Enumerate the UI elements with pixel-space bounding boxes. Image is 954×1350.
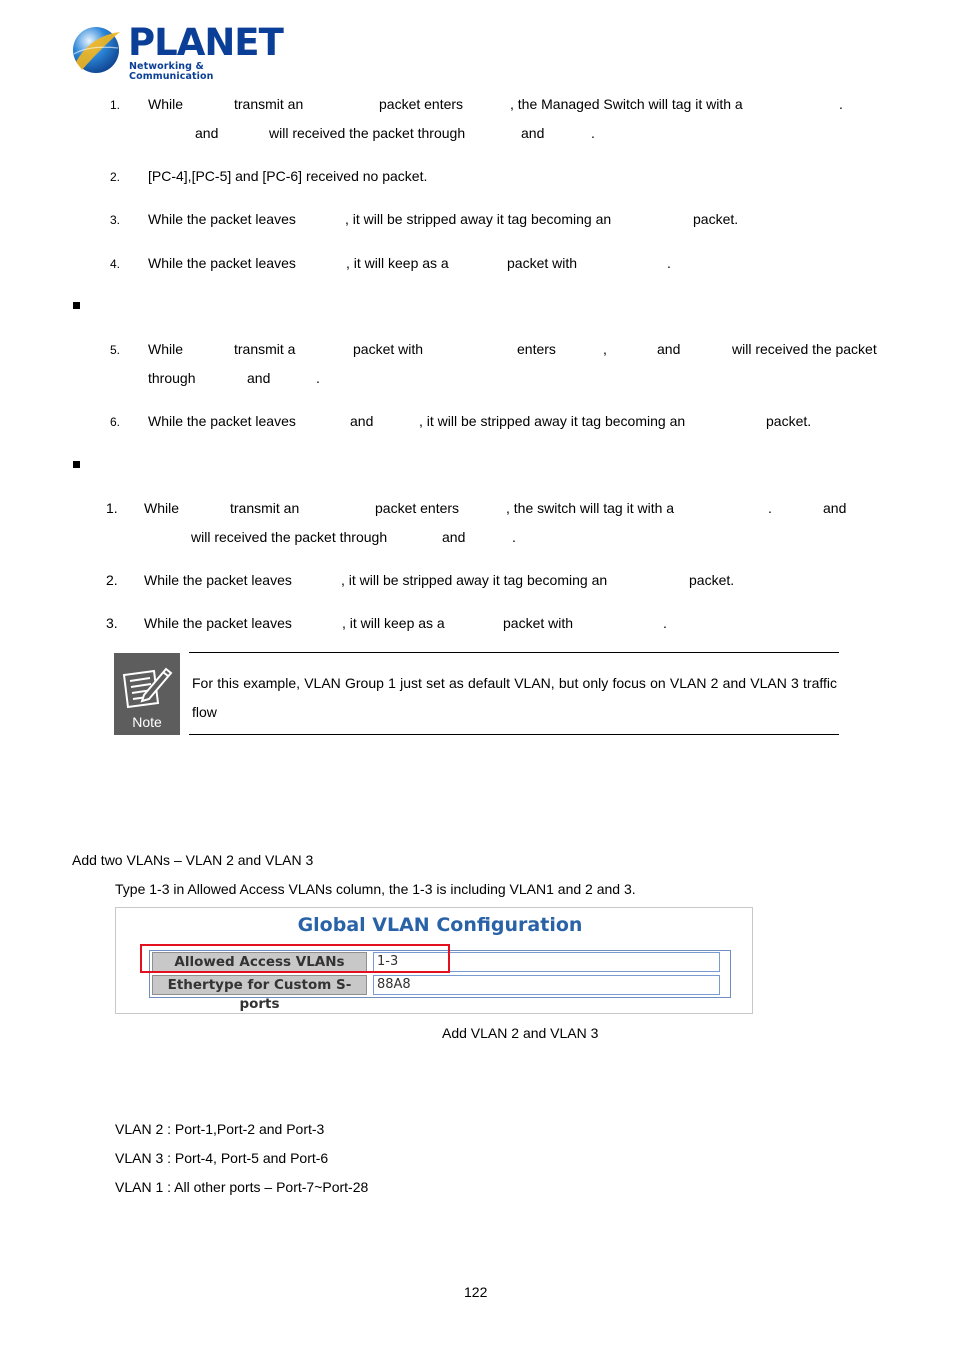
list-text: packet with: [507, 255, 578, 271]
assignment-line: VLAN 3 : Port-4, Port-5 and Port-6: [115, 1150, 329, 1166]
list-text: enters: [517, 341, 556, 357]
list-text: will received the packet through: [191, 529, 388, 545]
list-text: and: [823, 500, 847, 516]
step-instruction: Type 1-3 in Allowed Access VLANs column, the 1-3 is including VLAN1 and 2 and 3.: [115, 881, 636, 897]
step-title: Add two VLANs – VLAN 2 and VLAN 3: [72, 852, 314, 868]
list-number: 2.: [106, 572, 118, 588]
allowed-access-vlans-label: Allowed Access VLANs: [152, 952, 367, 972]
note-label: Note: [132, 714, 162, 730]
list-number: 2.: [110, 170, 121, 184]
note-text: For this example, VLAN Group 1 just set as default VLAN, but only focus on VLAN 2 and VLAN 3 traffic flow: [192, 675, 837, 720]
list-text: packet.: [766, 413, 812, 429]
list-text: will received the packet: [732, 341, 877, 357]
assignment-line: VLAN 2 : Port-1,Port-2 and Port-3: [115, 1121, 325, 1137]
list-text: .: [512, 529, 516, 545]
list-text: While the packet leaves: [148, 413, 296, 429]
list-text: and: [442, 529, 466, 545]
list-text: While: [148, 341, 184, 357]
note-bottom-rule: [189, 734, 839, 735]
list-number: 1.: [106, 500, 118, 516]
list-text: through: [148, 370, 196, 386]
list-text: transmit an: [230, 500, 300, 516]
list-text: .: [316, 370, 320, 386]
list-text: While: [144, 500, 180, 516]
list-text: and: [521, 125, 545, 141]
list-text: While the packet leaves: [144, 615, 292, 631]
list-text: packet with: [353, 341, 424, 357]
note-icon: [114, 653, 180, 735]
list-text: and: [350, 413, 374, 429]
list-text: , it will be stripped away it tag becoming an: [345, 211, 612, 227]
logo-tagline: Networking & Communication: [129, 61, 214, 82]
list-text: While the packet leaves: [148, 211, 296, 227]
figure-caption: Add VLAN 2 and VLAN 3: [442, 1025, 599, 1041]
list-text: .: [768, 500, 772, 516]
list-text: ,: [603, 341, 607, 357]
list-text: .: [591, 125, 595, 141]
list-text: .: [663, 615, 667, 631]
section-bullet: [73, 302, 80, 309]
list-text: .: [839, 96, 843, 112]
logo-wordmark: PLANET: [128, 21, 283, 64]
list-text: , it will be stripped away it tag becoming an: [419, 413, 686, 429]
note-top-rule: [189, 652, 839, 653]
list-text: , it will keep as a: [342, 615, 445, 631]
list-text: packet with: [503, 615, 574, 631]
list-text: packet.: [693, 211, 739, 227]
list-text: While the packet leaves: [144, 572, 292, 588]
list-number: 4.: [110, 257, 121, 271]
pen-paper-icon: [114, 657, 180, 717]
globe-icon: [72, 24, 122, 76]
list-text: transmit an: [234, 96, 304, 112]
list-text: and: [195, 125, 219, 141]
list-text: While the packet leaves: [148, 255, 296, 271]
highlight-box: [140, 944, 450, 973]
page-number: 122: [464, 1284, 488, 1300]
ethertype-label: Ethertype for Custom S-ports: [152, 975, 367, 995]
list-text: [PC-4],[PC-5] and [PC-6] received no packet.: [148, 168, 428, 184]
list-number: 3.: [110, 213, 121, 227]
allowed-access-vlans-input[interactable]: 1-3: [373, 952, 720, 972]
panel-title: Global VLAN Configuration: [297, 914, 583, 936]
section-bullet: [73, 461, 80, 468]
list-text: , the Managed Switch will tag it with a: [510, 96, 743, 112]
list-text: and: [247, 370, 271, 386]
list-text: , it will keep as a: [346, 255, 449, 271]
ethertype-input[interactable]: 88A8: [373, 975, 720, 995]
list-text: will received the packet through: [269, 125, 466, 141]
list-number: 6.: [110, 415, 121, 429]
list-text: .: [667, 255, 671, 271]
list-text: , it will be stripped away it tag becoming an: [341, 572, 608, 588]
assignment-line: VLAN 1 : All other ports – Port-7~Port-28: [115, 1179, 369, 1195]
list-text: packet enters: [379, 96, 464, 112]
list-number: 1.: [110, 98, 121, 112]
list-number: 3.: [106, 615, 118, 631]
config-row-ethertype: [150, 974, 721, 1012]
list-text: packet enters: [375, 500, 460, 516]
planet-logo: [72, 21, 283, 82]
list-text: and: [657, 341, 681, 357]
list-text: While: [148, 96, 184, 112]
list-number: 5.: [110, 343, 121, 357]
list-text: transmit a: [234, 341, 296, 357]
list-text: packet.: [689, 572, 735, 588]
list-text: , the switch will tag it with a: [506, 500, 675, 516]
